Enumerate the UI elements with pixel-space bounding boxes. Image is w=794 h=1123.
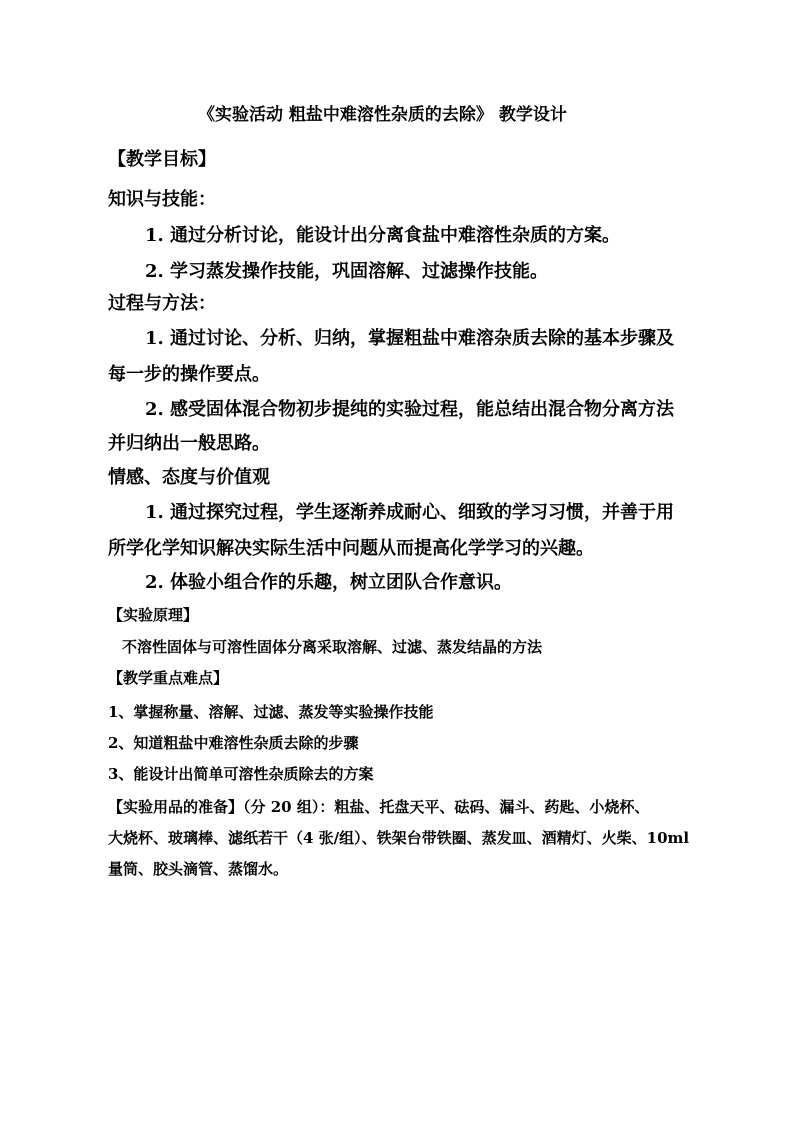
key-point-1: 1、掌握称量、溶解、过滤、蒸发等实验操作技能 <box>108 703 434 721</box>
document-title: 《实验活动 粗盐中难溶性杂质的去除》 教学设计 <box>198 105 567 125</box>
materials-line-1: 【实验用品的准备】（分 20 组）：粗盐、托盘天平、砝码、漏斗、药匙、小烧杯、 <box>108 798 650 816</box>
attitude-item-1-line-1: 1. 通过探究过程，学生逐渐养成耐心、细致的学习习惯，并善于用 <box>145 502 675 523</box>
key-points-heading: 【教学重点难点】 <box>108 669 229 687</box>
objectives-heading: 【教学目标】 <box>108 149 216 170</box>
process-item-1-line-2: 每一步的操作要点。 <box>108 364 270 385</box>
process-item-2-line-1: 2. 感受固体混合物初步提纯的实验过程，能总结出混合物分离方法 <box>145 399 675 420</box>
knowledge-item-2: 2. 学习蒸发操作技能，巩固溶解、过滤操作技能。 <box>145 261 549 282</box>
key-point-3: 3、能设计出简单可溶性杂质除去的方案 <box>108 765 374 783</box>
knowledge-heading: 知识与技能： <box>108 189 216 210</box>
key-point-2: 2、知道粗盐中难溶性杂质去除的步骤 <box>108 734 359 752</box>
process-item-1-line-1: 1. 通过讨论、分析、归纳，掌握粗盐中难溶杂质去除的基本步骤及 <box>145 328 675 349</box>
process-heading: 过程与方法： <box>108 293 216 314</box>
materials-line-3: 量筒、胶头滴管、蒸馏水。 <box>108 860 289 878</box>
process-item-2-line-2: 并归纳出一般思路。 <box>108 433 270 454</box>
attitude-item-1-line-2: 所学化学知识解决实际生活中问题从而提高化学学习的兴趣。 <box>108 538 594 559</box>
principle-heading: 【实验原理】 <box>108 606 199 624</box>
attitude-item-2: 2. 体验小组合作的乐趣，树立团队合作意识。 <box>145 572 513 593</box>
knowledge-item-1: 1. 通过分析讨论，能设计出分离食盐中难溶性杂质的方案。 <box>145 225 621 246</box>
materials-line-2: 大烧杯、玻璃棒、滤纸若干（4 张/组）、铁架台带铁圈、蒸发皿、酒精灯、火柴、10ml <box>108 829 690 847</box>
principle-text: 不溶性固体与可溶性固体分离采取溶解、过滤、蒸发结晶的方法 <box>122 638 543 656</box>
attitude-heading: 情感、态度与价值观 <box>108 467 270 488</box>
